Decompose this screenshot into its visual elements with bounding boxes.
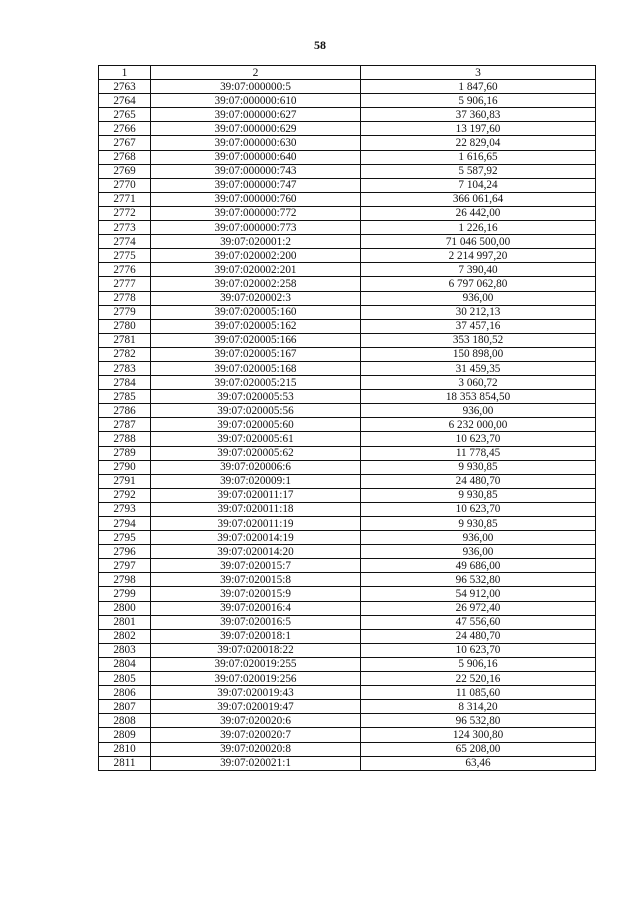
table-row xyxy=(99,347,596,361)
cadastral-number-cell: 39:07:020002:258 xyxy=(151,277,361,291)
column-header-1: 1 xyxy=(99,66,151,80)
cadastral-number-cell: 39:07:020005:60 xyxy=(151,418,361,432)
cadastral-number-cell: 39:07:020020:7 xyxy=(151,728,361,742)
value-cell: 30 212,13 xyxy=(361,305,596,319)
value-cell: 6 797 062,80 xyxy=(361,277,596,291)
table-row xyxy=(99,361,596,375)
cadastral-number-cell: 39:07:020005:215 xyxy=(151,376,361,390)
row-number-cell: 2801 xyxy=(99,615,151,629)
table-row xyxy=(99,305,596,319)
table-row xyxy=(99,235,596,249)
table-row xyxy=(99,432,596,446)
cadastral-number-cell: 39:07:020005:167 xyxy=(151,347,361,361)
value-cell: 10 623,70 xyxy=(361,432,596,446)
table-row xyxy=(99,488,596,502)
row-number-cell: 2786 xyxy=(99,404,151,418)
table-row xyxy=(99,756,596,770)
value-cell: 1 226,16 xyxy=(361,221,596,235)
cadastral-number-cell: 39:07:020015:8 xyxy=(151,573,361,587)
table-row xyxy=(99,291,596,305)
cadastral-number-cell: 39:07:020005:56 xyxy=(151,404,361,418)
cadastral-number-cell: 39:07:000000:640 xyxy=(151,150,361,164)
cadastral-number-cell: 39:07:020018:1 xyxy=(151,629,361,643)
row-number-cell: 2769 xyxy=(99,164,151,178)
cadastral-number-cell: 39:07:000000:760 xyxy=(151,192,361,206)
value-cell: 9 930,85 xyxy=(361,517,596,531)
value-cell: 366 061,64 xyxy=(361,192,596,206)
cadastral-number-cell: 39:07:020011:19 xyxy=(151,517,361,531)
table-row xyxy=(99,714,596,728)
table-row xyxy=(99,460,596,474)
row-number-cell: 2771 xyxy=(99,192,151,206)
value-cell: 936,00 xyxy=(361,291,596,305)
value-cell: 10 623,70 xyxy=(361,502,596,516)
cadastral-number-cell: 39:07:020021:1 xyxy=(151,756,361,770)
table-row xyxy=(99,601,596,615)
table-row xyxy=(99,192,596,206)
value-cell: 8 314,20 xyxy=(361,700,596,714)
value-cell: 5 587,92 xyxy=(361,164,596,178)
table-row xyxy=(99,559,596,573)
value-cell: 936,00 xyxy=(361,545,596,559)
row-number-cell: 2781 xyxy=(99,333,151,347)
value-cell: 11 778,45 xyxy=(361,446,596,460)
value-cell: 9 930,85 xyxy=(361,488,596,502)
row-number-cell: 2788 xyxy=(99,432,151,446)
value-cell: 71 046 500,00 xyxy=(361,235,596,249)
value-cell: 6 232 000,00 xyxy=(361,418,596,432)
table-row xyxy=(99,150,596,164)
row-number-cell: 2807 xyxy=(99,700,151,714)
value-cell: 22 520,16 xyxy=(361,672,596,686)
cadastral-number-cell: 39:07:020019:255 xyxy=(151,657,361,671)
value-cell: 124 300,80 xyxy=(361,728,596,742)
table-row xyxy=(99,178,596,192)
table-row xyxy=(99,404,596,418)
value-cell: 150 898,00 xyxy=(361,347,596,361)
registry-table xyxy=(98,65,596,771)
row-number-cell: 2765 xyxy=(99,108,151,122)
value-cell: 5 906,16 xyxy=(361,657,596,671)
cadastral-number-cell: 39:07:020006:6 xyxy=(151,460,361,474)
cadastral-number-cell: 39:07:020014:19 xyxy=(151,531,361,545)
row-number-cell: 2787 xyxy=(99,418,151,432)
row-number-cell: 2791 xyxy=(99,474,151,488)
cadastral-number-cell: 39:07:000000:627 xyxy=(151,108,361,122)
cadastral-number-cell: 39:07:000000:5 xyxy=(151,80,361,94)
value-cell: 936,00 xyxy=(361,404,596,418)
value-cell: 1 847,60 xyxy=(361,80,596,94)
cadastral-number-cell: 39:07:020002:200 xyxy=(151,249,361,263)
table-row xyxy=(99,221,596,235)
cadastral-number-cell: 39:07:000000:610 xyxy=(151,94,361,108)
cadastral-number-cell: 39:07:020005:62 xyxy=(151,446,361,460)
row-number-cell: 2811 xyxy=(99,756,151,770)
value-cell: 18 353 854,50 xyxy=(361,390,596,404)
row-number-cell: 2784 xyxy=(99,376,151,390)
table-row xyxy=(99,94,596,108)
value-cell: 49 686,00 xyxy=(361,559,596,573)
cadastral-number-cell: 39:07:020018:22 xyxy=(151,643,361,657)
value-cell: 24 480,70 xyxy=(361,474,596,488)
row-number-cell: 2768 xyxy=(99,150,151,164)
value-cell: 26 442,00 xyxy=(361,206,596,220)
row-number-cell: 2794 xyxy=(99,517,151,531)
table-row xyxy=(99,122,596,136)
row-number-cell: 2763 xyxy=(99,80,151,94)
table-row xyxy=(99,531,596,545)
value-cell: 26 972,40 xyxy=(361,601,596,615)
cadastral-number-cell: 39:07:020015:7 xyxy=(151,559,361,573)
row-number-cell: 2774 xyxy=(99,235,151,249)
table-body xyxy=(99,80,596,771)
cadastral-number-cell: 39:07:020002:201 xyxy=(151,263,361,277)
value-cell: 9 930,85 xyxy=(361,460,596,474)
row-number-cell: 2773 xyxy=(99,221,151,235)
value-cell: 936,00 xyxy=(361,531,596,545)
table-header-row xyxy=(99,66,596,80)
cadastral-number-cell: 39:07:000000:772 xyxy=(151,206,361,220)
cadastral-number-cell: 39:07:020014:20 xyxy=(151,545,361,559)
table-row xyxy=(99,587,596,601)
cadastral-number-cell: 39:07:020011:17 xyxy=(151,488,361,502)
row-number-cell: 2783 xyxy=(99,361,151,375)
row-number-cell: 2793 xyxy=(99,502,151,516)
row-number-cell: 2792 xyxy=(99,488,151,502)
value-cell: 13 197,60 xyxy=(361,122,596,136)
row-number-cell: 2798 xyxy=(99,573,151,587)
table-row xyxy=(99,376,596,390)
cadastral-number-cell: 39:07:020005:61 xyxy=(151,432,361,446)
table-row xyxy=(99,319,596,333)
table-row xyxy=(99,108,596,122)
cadastral-number-cell: 39:07:020015:9 xyxy=(151,587,361,601)
cadastral-number-cell: 39:07:000000:629 xyxy=(151,122,361,136)
table-row xyxy=(99,446,596,460)
value-cell: 5 906,16 xyxy=(361,94,596,108)
row-number-cell: 2795 xyxy=(99,531,151,545)
row-number-cell: 2775 xyxy=(99,249,151,263)
value-cell: 63,46 xyxy=(361,756,596,770)
table-row xyxy=(99,545,596,559)
row-number-cell: 2778 xyxy=(99,291,151,305)
row-number-cell: 2810 xyxy=(99,742,151,756)
cadastral-number-cell: 39:07:020019:47 xyxy=(151,700,361,714)
row-number-cell: 2797 xyxy=(99,559,151,573)
cadastral-number-cell: 39:07:020005:168 xyxy=(151,361,361,375)
value-cell: 11 085,60 xyxy=(361,686,596,700)
value-cell: 65 208,00 xyxy=(361,742,596,756)
row-number-cell: 2766 xyxy=(99,122,151,136)
table-row xyxy=(99,742,596,756)
row-number-cell: 2808 xyxy=(99,714,151,728)
value-cell: 10 623,70 xyxy=(361,643,596,657)
value-cell: 96 532,80 xyxy=(361,573,596,587)
row-number-cell: 2776 xyxy=(99,263,151,277)
column-header-2: 2 xyxy=(151,66,361,80)
value-cell: 54 912,00 xyxy=(361,587,596,601)
row-number-cell: 2777 xyxy=(99,277,151,291)
cadastral-number-cell: 39:07:000000:747 xyxy=(151,178,361,192)
value-cell: 37 457,16 xyxy=(361,319,596,333)
value-cell: 31 459,35 xyxy=(361,361,596,375)
row-number-cell: 2767 xyxy=(99,136,151,150)
table-row xyxy=(99,277,596,291)
cadastral-number-cell: 39:07:000000:743 xyxy=(151,164,361,178)
cadastral-number-cell: 39:07:020020:6 xyxy=(151,714,361,728)
table-row xyxy=(99,629,596,643)
table-row xyxy=(99,474,596,488)
row-number-cell: 2806 xyxy=(99,686,151,700)
table-row xyxy=(99,80,596,94)
table-row xyxy=(99,672,596,686)
row-number-cell: 2789 xyxy=(99,446,151,460)
table-row xyxy=(99,700,596,714)
value-cell: 37 360,83 xyxy=(361,108,596,122)
table-row xyxy=(99,615,596,629)
row-number-cell: 2805 xyxy=(99,672,151,686)
table-row xyxy=(99,263,596,277)
value-cell: 22 829,04 xyxy=(361,136,596,150)
table-row xyxy=(99,502,596,516)
table-row xyxy=(99,206,596,220)
value-cell: 24 480,70 xyxy=(361,629,596,643)
cadastral-number-cell: 39:07:020019:43 xyxy=(151,686,361,700)
cadastral-number-cell: 39:07:020016:5 xyxy=(151,615,361,629)
row-number-cell: 2809 xyxy=(99,728,151,742)
table-row xyxy=(99,164,596,178)
row-number-cell: 2780 xyxy=(99,319,151,333)
cadastral-number-cell: 39:07:020001:2 xyxy=(151,235,361,249)
value-cell: 47 556,60 xyxy=(361,615,596,629)
cadastral-number-cell: 39:07:020019:256 xyxy=(151,672,361,686)
cadastral-number-cell: 39:07:020005:53 xyxy=(151,390,361,404)
table-row xyxy=(99,573,596,587)
table-row xyxy=(99,728,596,742)
cadastral-number-cell: 39:07:020005:160 xyxy=(151,305,361,319)
row-number-cell: 2800 xyxy=(99,601,151,615)
row-number-cell: 2785 xyxy=(99,390,151,404)
table-row xyxy=(99,333,596,347)
value-cell: 353 180,52 xyxy=(361,333,596,347)
table-row xyxy=(99,136,596,150)
table-row xyxy=(99,657,596,671)
value-cell: 7 390,40 xyxy=(361,263,596,277)
table-row xyxy=(99,686,596,700)
cadastral-number-cell: 39:07:020009:1 xyxy=(151,474,361,488)
table-row xyxy=(99,418,596,432)
value-cell: 3 060,72 xyxy=(361,376,596,390)
cadastral-number-cell: 39:07:020002:3 xyxy=(151,291,361,305)
row-number-cell: 2803 xyxy=(99,643,151,657)
row-number-cell: 2772 xyxy=(99,206,151,220)
table-row xyxy=(99,643,596,657)
column-header-3: 3 xyxy=(361,66,596,80)
cadastral-number-cell: 39:07:020005:166 xyxy=(151,333,361,347)
value-cell: 7 104,24 xyxy=(361,178,596,192)
row-number-cell: 2764 xyxy=(99,94,151,108)
row-number-cell: 2802 xyxy=(99,629,151,643)
cadastral-number-cell: 39:07:020016:4 xyxy=(151,601,361,615)
table-row xyxy=(99,249,596,263)
table-row xyxy=(99,517,596,531)
cadastral-number-cell: 39:07:000000:630 xyxy=(151,136,361,150)
row-number-cell: 2779 xyxy=(99,305,151,319)
value-cell: 96 532,80 xyxy=(361,714,596,728)
cadastral-number-cell: 39:07:000000:773 xyxy=(151,221,361,235)
page-number: 58 xyxy=(314,38,326,52)
cadastral-number-cell: 39:07:020011:18 xyxy=(151,502,361,516)
value-cell: 2 214 997,20 xyxy=(361,249,596,263)
row-number-cell: 2790 xyxy=(99,460,151,474)
row-number-cell: 2782 xyxy=(99,347,151,361)
cadastral-number-cell: 39:07:020020:8 xyxy=(151,742,361,756)
row-number-cell: 2804 xyxy=(99,657,151,671)
row-number-cell: 2770 xyxy=(99,178,151,192)
row-number-cell: 2796 xyxy=(99,545,151,559)
cadastral-number-cell: 39:07:020005:162 xyxy=(151,319,361,333)
row-number-cell: 2799 xyxy=(99,587,151,601)
value-cell: 1 616,65 xyxy=(361,150,596,164)
table-row xyxy=(99,390,596,404)
